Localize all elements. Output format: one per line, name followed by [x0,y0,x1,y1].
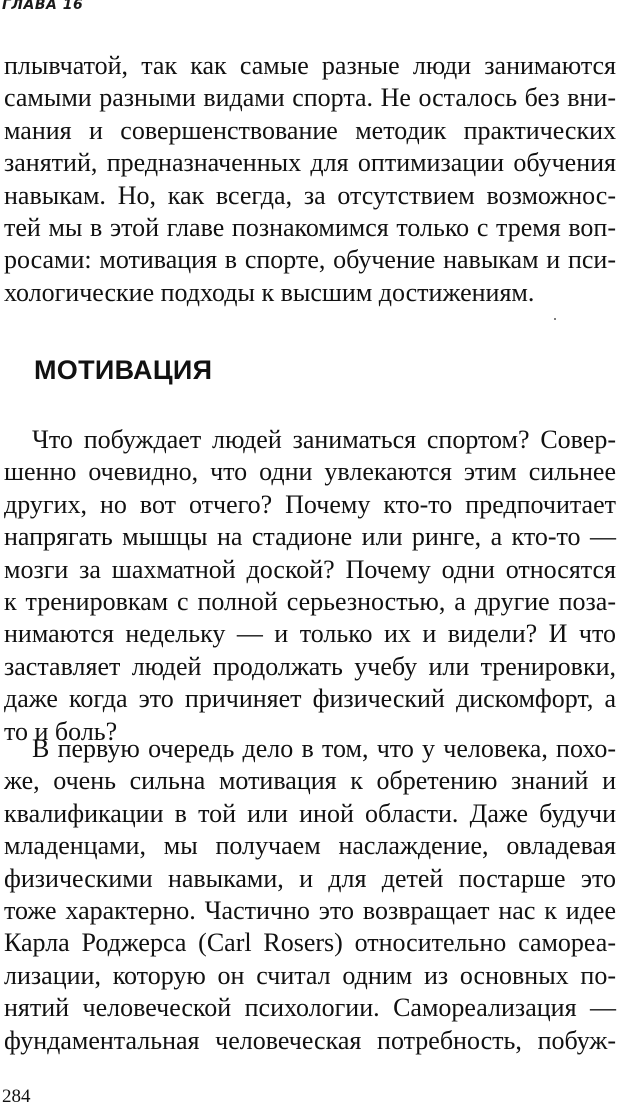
text-line: квалификации в той или иной области. Даже будучи [4,798,616,828]
text-line: других, но вот отчего? Почему кто-то предпочитает [4,489,616,519]
text-line: навыкам. Но, как всегда, за отсутствием возможнос- [4,180,616,210]
text-line: то и боль? [4,716,118,746]
paragraph-motivation-1 [4,424,616,748]
text-line: младенцами, мы получаем наслаждение, овладевая [4,831,616,861]
running-head: ГЛАВА 16 [2,0,84,13]
paragraph-motivation-2 [4,733,616,1057]
text-line: шенно очевидно, что одни увлекаются этим сильнее [4,457,616,487]
text-line: занятий, предназначенных для оптимизации обучения [4,148,616,178]
text-line: даже когда это причиняет физический дискомфорт, а [4,684,616,714]
scan-speck [554,318,556,320]
text-line: плывчатой, так как самые разные люди занимаются [4,51,616,80]
text-line: к тренировкам с полной серьезностью, а другие поза- [4,586,616,616]
text-line: мания и совершенствование методик практических [4,115,616,145]
paragraph-intro [4,50,616,309]
text-line: напрягать мышцы на стадионе или ринге, а кто-то — [4,522,616,552]
text-line: хологические подходы к высшим достижениям. [4,277,535,307]
text-line: физическими навыками, и для детей постарше это [4,863,616,893]
text-line: Что побуждает людей заниматься спортом? Совер- [32,425,616,454]
text-line: В первую очередь дело в том, что у человека, похо- [32,734,616,763]
text-line: фундаментальная человеческая потребность, побуж- [4,1025,616,1055]
text-line: лизации, которую он считал одним из основных по- [4,960,616,990]
text-line: нятий человеческой психологии. Самореализация — [4,993,616,1023]
text-line: самыми разными видами спорта. Не осталось без вни- [4,83,616,113]
text-line: росами: мотивация в спорте, обучение навыкам и пси- [4,245,616,275]
section-heading: МОТИВАЦИЯ [34,355,213,385]
text-line: мозги за шахматной доской? Почему одни относятся [4,554,616,584]
text-line: тоже характерно. Частично это возвращает нас к идее [4,895,616,925]
text-line: тей мы в этой главе познакомимся только с тремя воп- [4,212,616,242]
text-line: же, очень сильна мотивация к обретению знаний и [4,766,616,796]
page-number: 284 [2,1086,31,1107]
text-line: Карла Роджерса (Carl Rosers) относительно самореа- [4,928,616,958]
text-line: нимаются недельку — и только их и видели? И что [4,619,616,649]
text-line: заставляет людей продолжать учебу или тренировки, [4,651,616,681]
